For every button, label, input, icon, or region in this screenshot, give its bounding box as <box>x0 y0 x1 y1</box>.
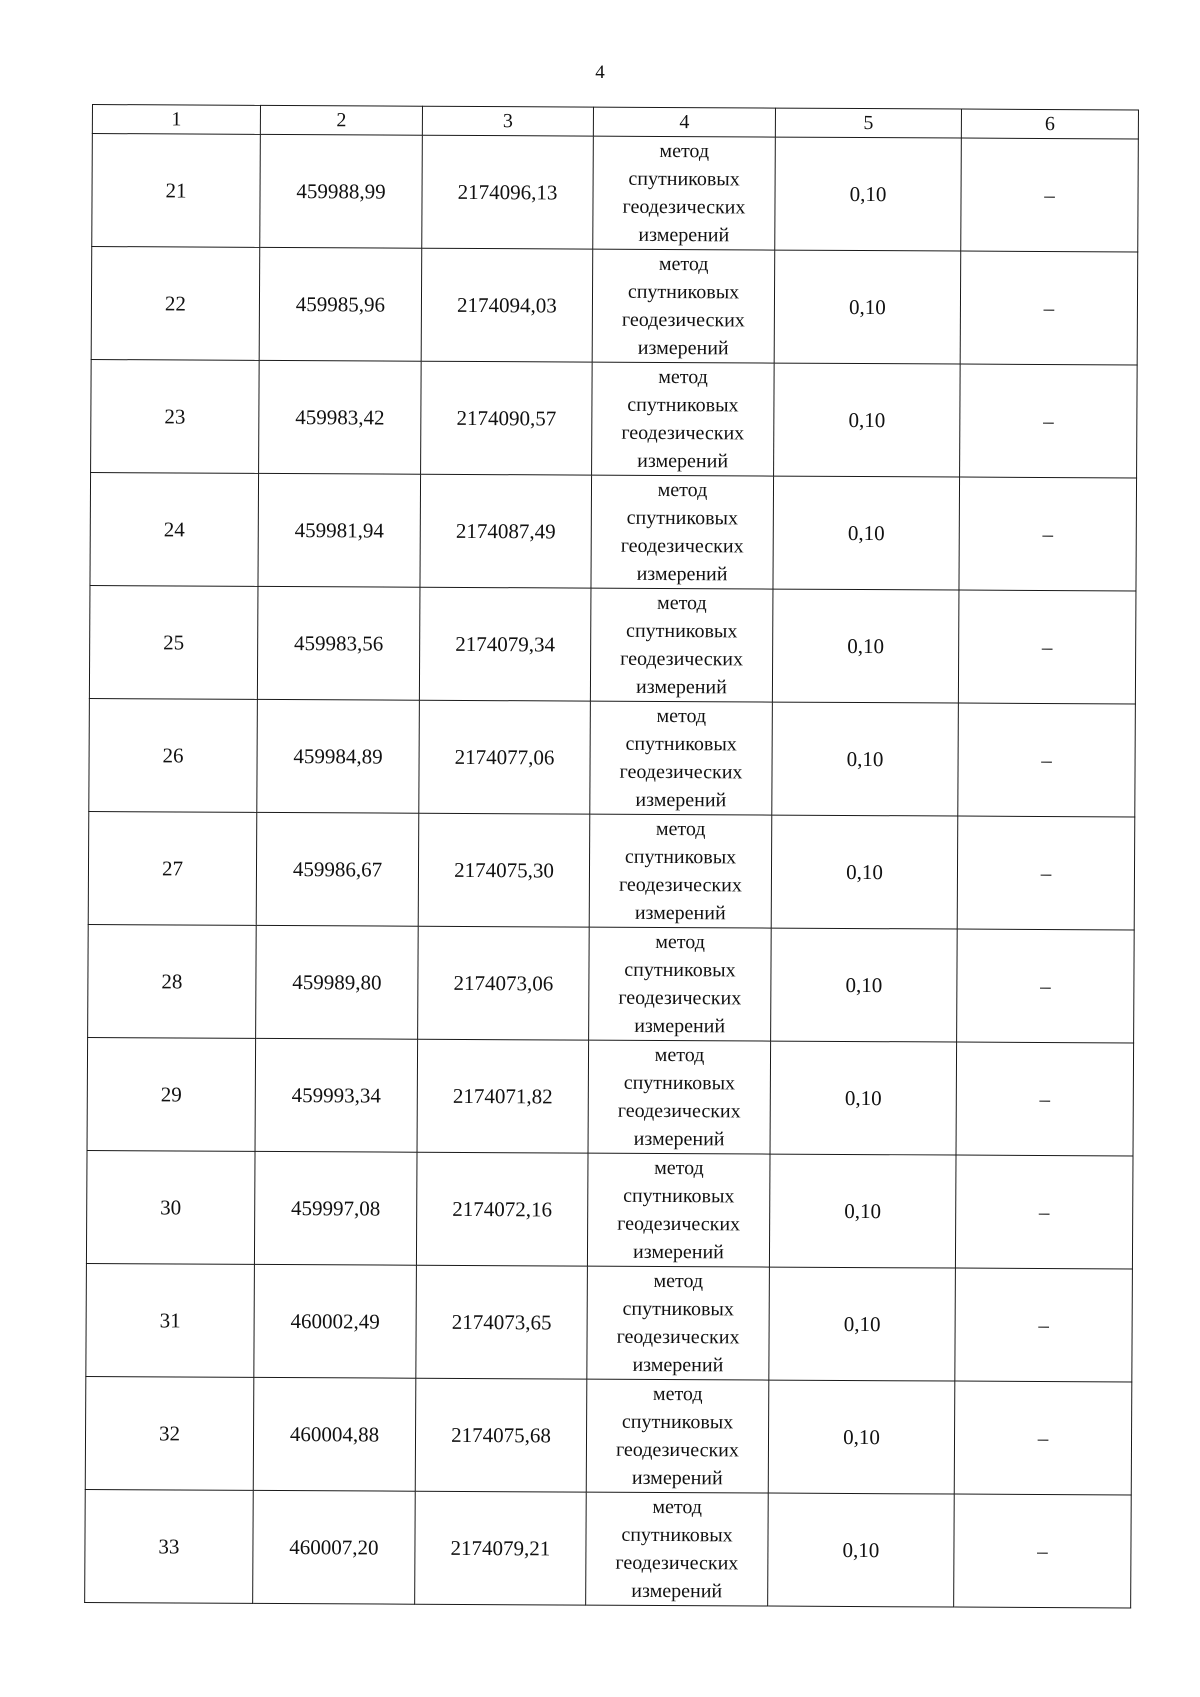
column-header-5: 5 <box>775 108 961 138</box>
method-line: измерений <box>636 562 728 586</box>
note-cell: – <box>957 816 1135 930</box>
table-row <box>86 1150 1133 1268</box>
method-line: геодезических <box>622 195 746 219</box>
method-cell <box>591 475 774 589</box>
y-coordinate-cell: 2174075,30 <box>418 813 590 927</box>
point-number-cell: 28 <box>88 924 257 1038</box>
y-coordinate-cell: 2174073,06 <box>418 926 590 1040</box>
point-number-cell: 29 <box>87 1037 256 1151</box>
method-cell <box>590 588 773 702</box>
x-coordinate-cell: 459984,89 <box>257 699 420 813</box>
x-coordinate-cell: 459985,96 <box>259 247 422 361</box>
y-coordinate-cell: 2174077,06 <box>419 700 591 814</box>
method-cell <box>587 1153 770 1267</box>
note-cell: – <box>958 703 1136 817</box>
method-cell <box>588 1040 771 1154</box>
method-line: спутниковых <box>625 732 737 756</box>
note-cell: – <box>961 138 1139 252</box>
method-line: геодезических <box>617 1099 741 1123</box>
note-cell: – <box>957 929 1135 1043</box>
method-line: измерений <box>637 336 729 360</box>
method-line: геодезических <box>618 986 742 1010</box>
y-coordinate-cell: 2174087,49 <box>420 474 592 588</box>
table-body <box>85 134 1139 1608</box>
y-coordinate-cell: 2174073,65 <box>416 1265 588 1379</box>
column-header-1: 1 <box>92 105 260 135</box>
note-cell: – <box>954 1381 1132 1495</box>
page-number: 4 <box>595 62 605 83</box>
accuracy-cell: 0,10 <box>774 250 961 364</box>
method-line: метод <box>659 139 710 163</box>
method-line: метод <box>655 817 706 841</box>
note-cell: – <box>958 590 1136 704</box>
method-line: геодезических <box>616 1325 740 1349</box>
method-line: метод <box>652 1382 703 1406</box>
x-coordinate-cell: 459983,42 <box>259 360 422 474</box>
table-row <box>91 247 1138 365</box>
method-line: метод <box>656 704 707 728</box>
method-line: метод <box>657 591 707 615</box>
table-row <box>86 1263 1133 1381</box>
y-coordinate-cell: 2174079,34 <box>419 587 591 701</box>
method-line: геодезических <box>621 308 745 332</box>
method-line: метод <box>658 365 708 389</box>
method-cell <box>586 1379 769 1493</box>
x-coordinate-cell: 459986,67 <box>256 812 419 926</box>
method-line: спутниковых <box>621 1410 734 1434</box>
method-line: измерений <box>635 675 727 699</box>
method-line: геодезических <box>620 647 744 671</box>
accuracy-cell: 0,10 <box>768 1380 955 1494</box>
method-line: спутниковых <box>626 619 738 643</box>
method-line: геодезических <box>619 760 743 784</box>
note-cell: – <box>959 477 1137 591</box>
point-number-cell: 27 <box>88 811 257 925</box>
method-cell <box>586 1492 769 1606</box>
point-number-cell: 25 <box>89 585 258 699</box>
accuracy-cell: 0,10 <box>770 1041 957 1155</box>
table-row <box>88 924 1135 1042</box>
method-line: спутниковых <box>628 167 740 191</box>
table-row <box>92 134 1139 252</box>
method-line: метод <box>655 930 705 954</box>
table-row <box>90 472 1137 590</box>
method-cell <box>589 927 772 1041</box>
method-line: измерений <box>631 1466 723 1490</box>
accuracy-cell: 0,10 <box>775 137 962 251</box>
column-header-3: 3 <box>422 106 593 136</box>
method-line: спутниковых <box>622 1297 734 1321</box>
point-number-cell: 22 <box>91 247 260 361</box>
table-row <box>88 811 1135 929</box>
method-line: измерений <box>638 223 730 247</box>
y-coordinate-cell: 2174071,82 <box>417 1039 589 1153</box>
method-cell <box>589 814 772 928</box>
method-line: метод <box>653 1269 704 1293</box>
method-line: спутниковых <box>623 1071 736 1095</box>
method-line: спутниковых <box>624 958 736 982</box>
method-line: измерений <box>633 1127 725 1151</box>
method-line: спутниковых <box>624 845 737 869</box>
method-cell <box>593 136 776 250</box>
method-cell <box>590 701 773 815</box>
method-line: метод <box>654 1043 705 1067</box>
accuracy-cell: 0,10 <box>774 363 961 477</box>
method-line: измерений <box>633 1240 724 1264</box>
y-coordinate-cell: 2174094,03 <box>421 248 593 362</box>
method-line: геодезических <box>621 421 745 445</box>
method-line: измерений <box>632 1353 724 1377</box>
accuracy-cell: 0,10 <box>768 1493 955 1607</box>
table-row <box>91 359 1138 477</box>
method-line: измерений <box>634 1014 726 1038</box>
column-header-4: 4 <box>593 107 775 137</box>
table-row <box>89 585 1136 703</box>
accuracy-cell: 0,10 <box>769 1267 956 1381</box>
note-cell: – <box>954 1494 1132 1608</box>
method-line: геодезических <box>617 1212 741 1236</box>
method-cell <box>587 1266 770 1380</box>
table-row <box>85 1376 1132 1494</box>
table-row <box>87 1037 1134 1155</box>
method-line: измерений <box>634 901 726 925</box>
method-line: измерений <box>637 449 729 473</box>
note-cell: – <box>960 251 1138 365</box>
note-cell: – <box>956 1042 1134 1156</box>
point-number-cell: 32 <box>85 1376 254 1490</box>
point-number-cell: 30 <box>86 1150 255 1264</box>
x-coordinate-cell: 459983,56 <box>257 586 420 700</box>
x-coordinate-cell: 459988,99 <box>260 134 423 248</box>
note-cell: – <box>955 1155 1133 1269</box>
x-coordinate-cell: 459981,94 <box>258 473 421 587</box>
x-coordinate-cell: 459997,08 <box>254 1151 417 1265</box>
method-line: измерений <box>635 788 727 812</box>
method-line: геодезических <box>620 534 744 558</box>
column-header-2: 2 <box>260 105 422 135</box>
note-cell: – <box>960 364 1138 478</box>
method-line: спутниковых <box>626 506 739 530</box>
method-line: спутниковых <box>621 1523 733 1547</box>
method-line: геодезических <box>615 1551 739 1575</box>
accuracy-cell: 0,10 <box>773 476 960 590</box>
method-cell <box>592 362 775 476</box>
x-coordinate-cell: 460004,88 <box>253 1377 416 1491</box>
note-cell: – <box>955 1268 1133 1382</box>
point-number-cell: 23 <box>91 359 260 473</box>
accuracy-cell: 0,10 <box>772 702 959 816</box>
y-coordinate-cell: 2174072,16 <box>416 1152 588 1266</box>
x-coordinate-cell: 460002,49 <box>254 1264 417 1378</box>
accuracy-cell: 0,10 <box>771 928 958 1042</box>
x-coordinate-cell: 459989,80 <box>256 925 419 1039</box>
y-coordinate-cell: 2174090,57 <box>421 361 593 475</box>
method-line: измерений <box>631 1579 723 1603</box>
accuracy-cell: 0,10 <box>772 589 959 703</box>
table-row <box>89 698 1136 816</box>
method-line: спутниковых <box>627 280 740 304</box>
method-line: геодезических <box>615 1438 739 1462</box>
method-line: спутниковых <box>623 1184 735 1208</box>
method-line: спутниковых <box>627 393 739 417</box>
method-line: метод <box>657 478 708 502</box>
table-row <box>85 1489 1132 1607</box>
method-line: метод <box>658 252 709 276</box>
y-coordinate-cell: 2174079,21 <box>415 1491 587 1605</box>
point-number-cell: 24 <box>90 472 259 586</box>
accuracy-cell: 0,10 <box>771 815 958 929</box>
coordinates-table <box>84 104 1139 1608</box>
method-line: геодезических <box>618 873 742 897</box>
y-coordinate-cell: 2174096,13 <box>422 135 594 249</box>
y-coordinate-cell: 2174075,68 <box>415 1378 587 1492</box>
x-coordinate-cell: 459993,34 <box>255 1038 418 1152</box>
method-line: метод <box>652 1495 703 1519</box>
column-header-6: 6 <box>961 109 1138 139</box>
x-coordinate-cell: 460007,20 <box>253 1490 416 1604</box>
method-line: метод <box>654 1156 704 1180</box>
point-number-cell: 21 <box>92 134 261 248</box>
point-number-cell: 33 <box>85 1489 254 1603</box>
accuracy-cell: 0,10 <box>769 1154 956 1268</box>
method-cell <box>592 249 775 363</box>
point-number-cell: 26 <box>89 698 258 812</box>
point-number-cell: 31 <box>86 1263 255 1377</box>
